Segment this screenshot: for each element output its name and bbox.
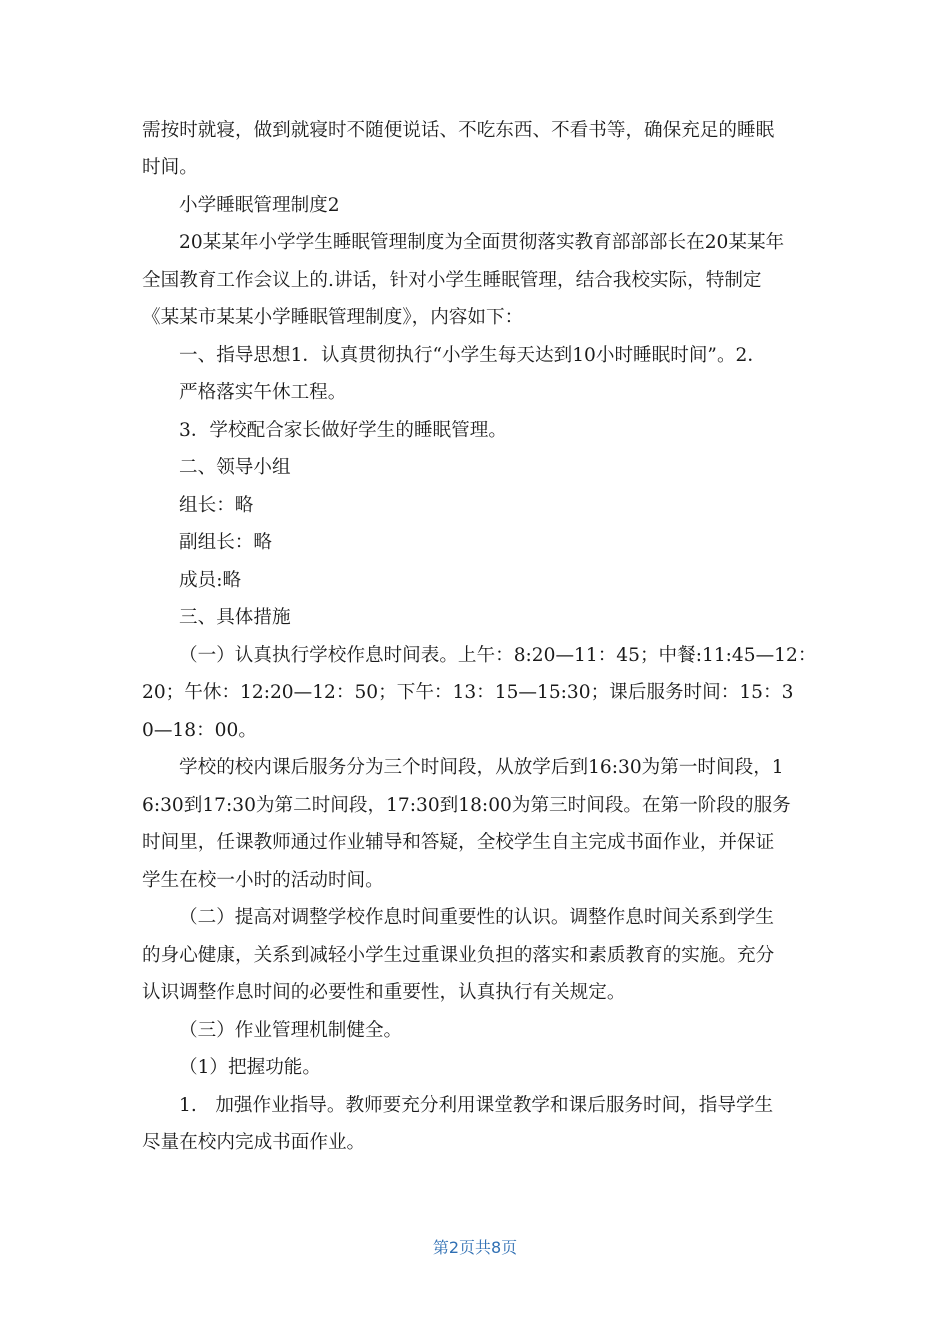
paragraph-line: 认识调整作息时间的必要性和重要性，认真执行有关规定。 xyxy=(142,982,626,1003)
paragraph-line: （一）认真执行学校作息时间表。上午：8:20—11：45；中餐:11:45—12： xyxy=(179,645,817,666)
section-title: 小学睡眠管理制度2 xyxy=(179,195,340,216)
paragraph-line: 《某某市某某小学睡眠管理制度》，内容如下： xyxy=(142,307,524,328)
paragraph-line: 20某某年小学学生睡眠管理制度为全面贯彻落实教育部部部长在20某某年 xyxy=(179,232,785,253)
paragraph-line: 学生在校一小时的活动时间。 xyxy=(142,870,384,891)
paragraph-line: 组长：略 xyxy=(179,495,254,516)
paragraph-line: 副组长：略 xyxy=(179,532,272,553)
paragraph-line: 0—18：00。 xyxy=(142,720,257,741)
paragraph-line: 尽量在校内完成书面作业。 xyxy=(142,1132,366,1153)
paragraph-line: （二）提高对调整学校作息时间重要性的认识。调整作息时间关系到学生 xyxy=(179,907,775,928)
paragraph-line: 时间里，任课教师通过作业辅导和答疑，全校学生自主完成书面作业，并保证 xyxy=(142,832,775,853)
section-heading: 二、领导小组 xyxy=(179,457,291,478)
paragraph-line: 需按时就寝，做到就寝时不随便说话、不吃东西、不看书等，确保充足的睡眠 xyxy=(142,120,775,141)
paragraph-line: 的身心健康，关系到减轻小学生过重课业负担的落实和素质教育的实施。充分 xyxy=(142,945,775,966)
page-number: 第2页共8页 xyxy=(432,1238,518,1257)
paragraph-line: （1）把握功能。 xyxy=(179,1057,321,1078)
paragraph-line: 1. 加强作业指导。教师要充分利用课堂教学和课后服务时间，指导学生 xyxy=(179,1095,774,1116)
paragraph-line: 成员:略 xyxy=(179,570,242,591)
paragraph-line: 6:30到17:30为第二时间段，17:30到18:00为第三时间段。在第一阶段的服务 xyxy=(142,795,791,816)
paragraph-line: 时间。 xyxy=(142,157,198,178)
paragraph-line: （三）作业管理机制健全。 xyxy=(179,1020,403,1041)
paragraph-line: 20；午休：12:20—12：50；下午：13：15—15:30；课后服务时间：15：3 xyxy=(142,682,794,703)
section-heading: 三、具体措施 xyxy=(179,607,291,628)
paragraph-line: 全国教育工作会议上的.讲话，针对小学生睡眠管理，结合我校实际，特制定 xyxy=(142,270,762,291)
paragraph-line: 学校的校内课后服务分为三个时间段，从放学后到16:30为第一时间段，1 xyxy=(179,757,784,778)
paragraph-line: 3．学校配合家长做好学生的睡眠管理。 xyxy=(179,420,507,441)
paragraph-line: 严格落实午休工程。 xyxy=(179,382,347,403)
paragraph-line: 一、指导思想1．认真贯彻执行“小学生每天达到10小时睡眠时间”。2． xyxy=(179,345,766,366)
